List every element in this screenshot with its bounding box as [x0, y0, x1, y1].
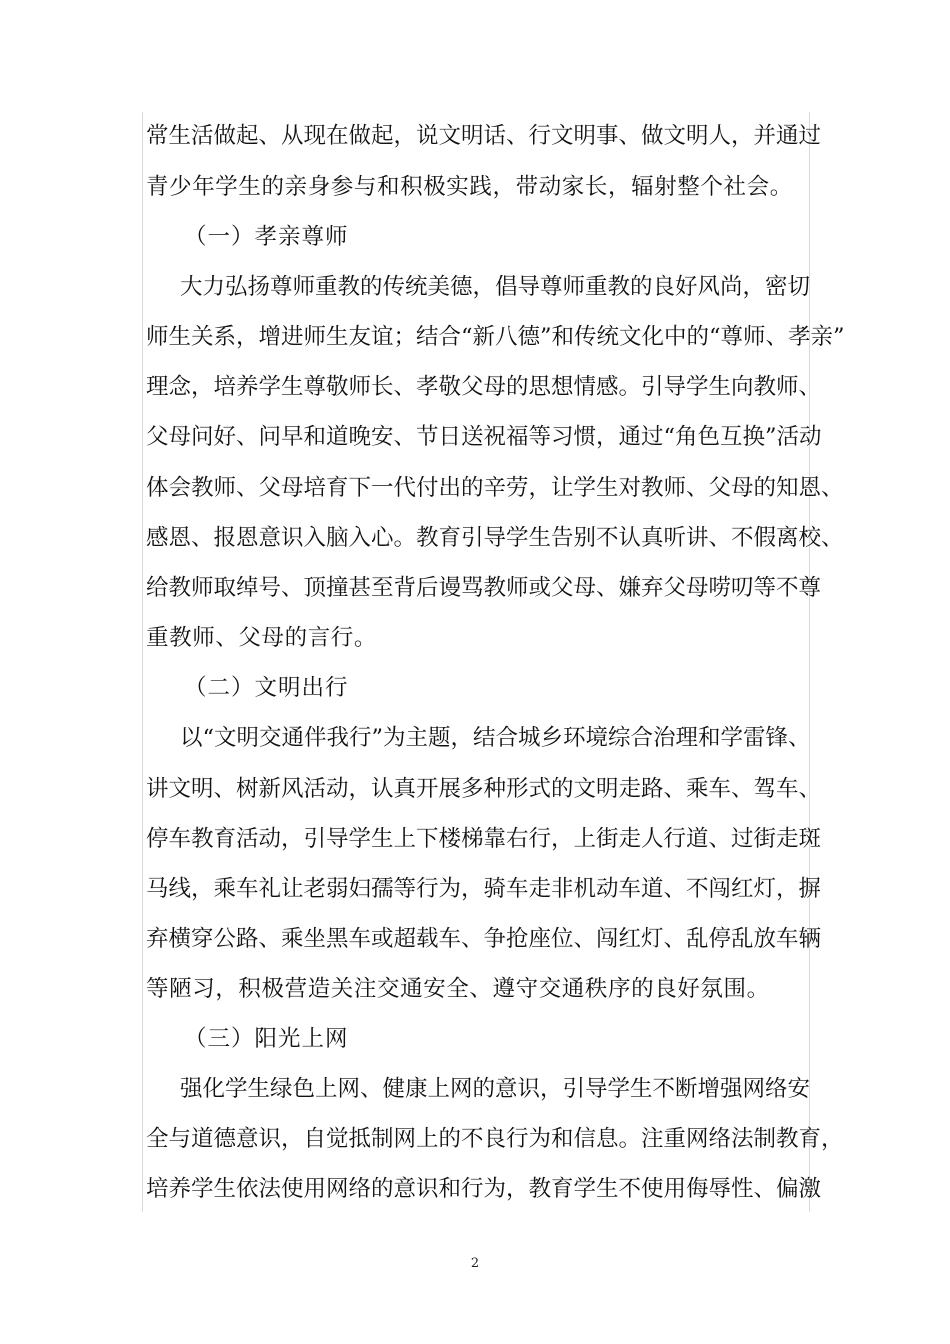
- body-line-11: 重教师、父母的言行。: [146, 625, 378, 651]
- body-line-18: 等陋习，积极营造关注交通安全、遵守交通秩序的良好氛围。: [146, 976, 770, 1002]
- body-line-17: 弃横穿公路、乘坐黑车或超载车、争抢座位、闯红灯、乱停乱放车辆: [146, 926, 822, 952]
- page-number: 2: [470, 1256, 480, 1271]
- body-line-9: 感恩、报恩意识入脑入心。教育引导学生告别不认真听讲、不假离校、: [146, 525, 844, 551]
- body-line-6: 理念，培养学生尊敬师长、孝敬父母的思想情感。引导学生向教师、: [146, 374, 822, 400]
- body-line-16: 马线，乘车礼让老弱妇孺等行为，骑车走非机动车道、不闯红灯，摒: [146, 876, 822, 902]
- body-line-14: 讲文明、树新风活动，认真开展多种形式的文明走路、乘车、驾车、: [146, 776, 822, 802]
- body-line-2: 青少年学生的亲身参与和积极实践，带动家长，辐射整个社会。: [146, 174, 793, 200]
- body-line-5: 师生关系，增进师生友谊；结合“新八德”和传统文化中的“尊师、孝亲”: [146, 324, 845, 350]
- body-line-8: 体会教师、父母培育下一代付出的辛劳，让学生对教师、父母的知恩、: [146, 475, 844, 501]
- body-line-20: 强化学生绿色上网、健康上网的意识，引导学生不断增强网络安: [180, 1076, 811, 1102]
- body-line-21: 全与道德意识，自觉抵制网上的不良行为和信息。注重网络法制教育，: [146, 1126, 844, 1152]
- body-line-1: 常生活做起、从现在做起，说文明话、行文明事、做文明人，并通过: [146, 123, 822, 149]
- section-heading-3: （三）阳光上网: [184, 1026, 349, 1052]
- section-heading-2: （二）文明出行: [184, 675, 349, 701]
- body-line-22: 培养学生依法使用网络的意识和行为，教育学生不使用侮辱性、偏激: [146, 1176, 822, 1202]
- body-line-7: 父母问好、问早和道晚安、节日送祝福等习惯，通过“角色互换”活动: [146, 424, 822, 450]
- body-line-10: 给教师取绰号、顶撞甚至背后谩骂教师或父母、嫌弃父母唠叨等不尊: [146, 575, 822, 601]
- body-line-15: 停车教育活动，引导学生上下楼梯靠右行，上街走人行道、过街走斑: [146, 826, 822, 852]
- body-line-13: 以“文明交通伴我行”为主题，结合城乡环境综合治理和学雷锋、: [180, 725, 811, 751]
- body-line-4: 大力弘扬尊师重教的传统美德，倡导尊师重教的良好风尚，密切: [180, 274, 811, 300]
- section-heading-1: （一）孝亲尊师: [184, 224, 349, 250]
